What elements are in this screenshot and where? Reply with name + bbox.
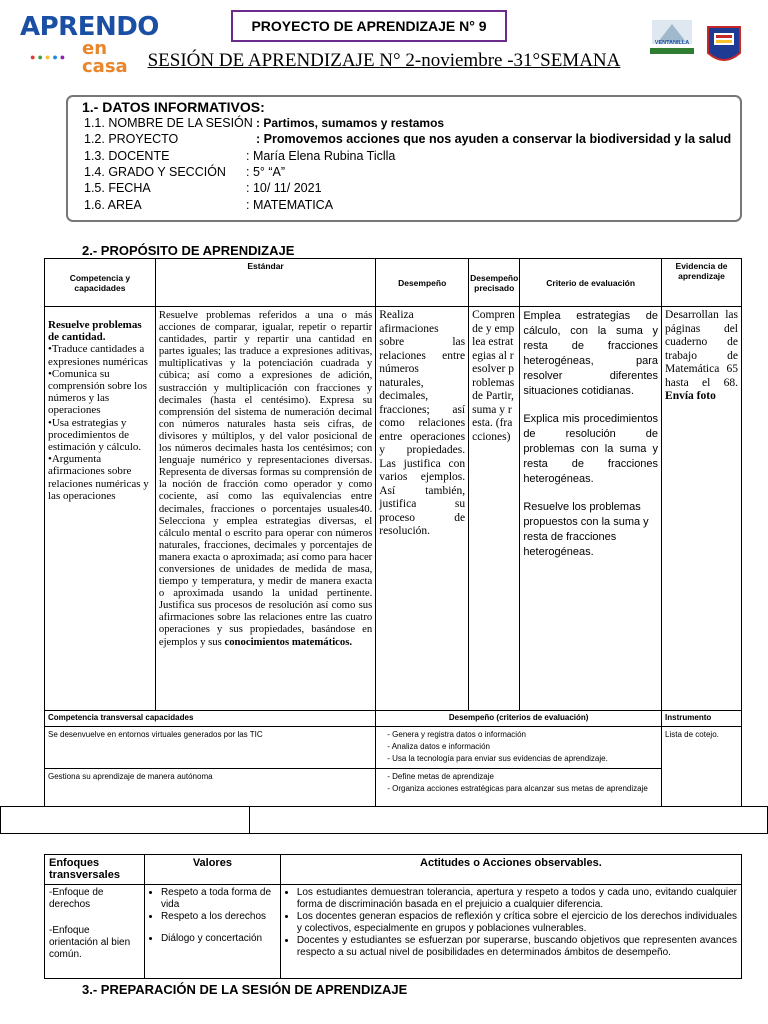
transversal-item: - Analiza datos e información — [387, 741, 658, 753]
enfoque-item: -Enfoque de derechos — [49, 887, 104, 910]
valor-item: • Respeto a los derechos — [161, 911, 276, 923]
datos-heading: 1.- DATOS INFORMATIVOS: — [82, 99, 265, 115]
criterio-item: Explica mis procedimientos de resolución de problemas con la suma y resta de fracciones heterogéneas. — [523, 413, 659, 485]
estandar-text-bold: conocimientos matemáticos. — [224, 635, 353, 648]
header-desempeno: Desempeño — [376, 259, 469, 307]
evidencia-text: Desarrollan las páginas del cuaderno de trabajo de Matemática 65 hasta el 68. — [665, 309, 738, 389]
transversal-instrumento: Lista de cotejo. — [662, 727, 742, 807]
criterio-item: Emplea estrategias de cálculo, con la suma y resta de fracciones heterogéneas, para resolver diferentes situaciones cotidianas. — [523, 310, 659, 397]
header-desempeno-precisado: Desempeño precisado — [469, 259, 520, 307]
session-title: SESIÓN DE APRENDIZAJE N° 2-noviembre -31°SEMANA — [147, 50, 621, 71]
datos-value: : 5° “A” — [246, 165, 286, 179]
datos-label: 1.5. FECHA — [84, 181, 151, 195]
datos-label: 1.3. DOCENTE — [84, 149, 170, 163]
transversal-header-competencia: Competencia transversal capacidades — [45, 711, 376, 727]
empty-table-row — [0, 806, 768, 834]
criterio-cell — [520, 307, 662, 711]
transversal-item: - Define metas de aprendizaje — [387, 771, 658, 783]
desempeno-precisado-cell: Comprende y emplea estrategias al resolver problemas de Partir, suma y resta. (fracciones) — [469, 307, 520, 711]
desempeno-cell: Realiza afirmaciones sobre las relaciones entre números naturales, decimales, fracciones; así como relaciones entre operaciones y propiedades. Las justifica con varios ejemplos. Así también, justifica su proceso de resolución. — [376, 307, 469, 711]
capacidad-item: •Argumenta afirmaciones sobre relaciones numéricas y las operaciones — [48, 453, 149, 502]
datos-label: 1.6. AREA — [84, 198, 142, 212]
enfoque-item: -Enfoque orientación al bien común. — [49, 925, 131, 960]
capacidad-item: •Traduce cantidades a expresiones numéricas — [48, 343, 148, 368]
header-competencia: Competencia y capacidades — [45, 259, 156, 307]
datos-value: : María Elena Rubina Ticlla — [246, 149, 396, 163]
criterio-item: Resuelve los problemas propuestos con la suma y resta de fracciones heterogéneas. — [523, 501, 649, 558]
transversal-competencia-1: Se desenvuelve en entornos virtuales generados por las TIC — [45, 727, 376, 769]
valores-cell — [144, 885, 280, 979]
evidencia-cell — [662, 307, 742, 711]
proposito-heading: 2.- PROPÓSITO DE APRENDIZAJE — [82, 243, 295, 258]
header-criterio: Criterio de evaluación — [520, 259, 662, 307]
transversal-item: - Organiza acciones estratégicas para alcanzar sus metas de aprendizaje — [387, 783, 658, 795]
transversal-item: - Usa la tecnología para enviar sus evidencias de aprendizaje. — [387, 753, 658, 765]
actitud-item: • Los estudiantes demuestran tolerancia, apertura y respeto a todos y cada uno, evitando cualquier forma de discriminación basada en el prejuicio a cualquier diferencia. — [297, 887, 737, 911]
enfoques-table — [44, 854, 742, 979]
enfoques-cell — [45, 885, 145, 979]
logo-dots-decoration: ●●●●● — [30, 52, 68, 62]
datos-value: : Promovemos acciones que nos ayuden a conservar la biodiversidad y la salud — [256, 132, 732, 146]
actitudes-header: Actitudes o Acciones observables. — [280, 855, 741, 885]
capacidad-item: •Usa estrategias y procedimientos de estimación y cálculo. — [48, 416, 142, 454]
estandar-cell — [155, 307, 375, 711]
estandar-text: Resuelve problemas referidos a una o más acciones de comparar, igualar, repetir o repartir cantidades, partir y repartir una cantidad en partes iguales; las traduce a expresiones aditivas, multiplicativas y la potenciación cuadrada y cúbica; así como a expresiones de adición, sustracción y multiplicación con fracciones y decimales (hasta el centésimo). Expresa su comprensión del sistema de numeración decimal con números naturales hasta seis cifras, de divisores y múltiplos, y del valor posicional de los números decimales hasta los centésimos; con lenguaje numérico y representaciones diversas. Representa de diversas formas su comprensión de la noción de fracción como operador y como cociente, así como las equivalencias entre decimales, fracciones o porcentajes usuales40. Selecciona y emplea estrategias diversas, el cálculo mental o escrito para operar con números naturales, fracciones, decimales y porcentajes de manera exacta o aproximada; así como para hacer conversiones de unidades de medida de masa, tiempo y temperatura, y medir de manera exacta o aproximada usando la unidad pertinente. Justifica sus procesos de resolución así como sus afirmaciones sobre las relaciones entre las cuatro operaciones y sus propiedades, basándose en ejemplos y sus — [158, 309, 373, 648]
datos-value: : Partimos, sumamos y restamos — [256, 116, 445, 130]
logo-text-aprendo: APRENDO — [20, 12, 159, 42]
capacidad-item: •Comunica su comprensión sobre los números y las operaciones — [48, 367, 147, 417]
evidencia-bold: Envía foto — [665, 390, 716, 402]
datos-label: 1.1. NOMBRE DE LA SESIÓN — [84, 116, 253, 130]
datos-label: 1.2. PROYECTO — [84, 132, 179, 146]
actitud-item: • Docentes y estudiantes se esfuerzan por superarse, buscando objetivos que representen avances respecto a su actual nivel de posibilidades en determinados ámbitos de desempeño. — [297, 935, 737, 959]
actitudes-cell — [280, 885, 741, 979]
datos-value: : 10/ 11/ 2021 — [246, 181, 322, 195]
logo-text-en-casa: en casa — [82, 38, 128, 77]
transversal-header-instrumento: Instrumento — [662, 711, 742, 727]
competencia-title: Resuelve problemas de cantidad. — [48, 319, 142, 344]
transversal-competencia-2: Gestiona su aprendizaje de manera autónoma — [45, 769, 376, 807]
valor-item: • Diálogo y concertación — [161, 933, 276, 945]
actitud-item: • Los docentes generan espacios de reflexión y crítica sobre el ejercicio de los derechos individuales y colectivos, especialmente en grupos y poblaciones vulnerables. — [297, 911, 737, 935]
transversal-item: - Genera y registra datos o información — [387, 729, 658, 741]
transversal-header-desempeno: Desempeño (criterios de evaluación) — [376, 711, 662, 727]
header-evidencia: Evidencia de aprendizaje — [662, 259, 742, 307]
proposito-table — [44, 258, 742, 807]
valores-header: Valores — [144, 855, 280, 885]
project-title-box: PROYECTO DE APRENDIZAJE N° 9 — [231, 10, 507, 42]
competencia-cell — [45, 307, 156, 711]
datos-label: 1.4. GRADO Y SECCIÓN — [84, 165, 226, 179]
valor-item: • Respeto a toda forma de vida — [161, 887, 276, 911]
transversal-desempeno-1 — [376, 727, 662, 769]
transversal-desempeno-2 — [376, 769, 662, 807]
enfoques-header: Enfoques transversales — [45, 855, 145, 885]
ventanilla-text: VENTANILLA — [654, 40, 690, 46]
preparacion-heading: 3.- PREPARACIÓN DE LA SESIÓN DE APRENDIZAJE — [82, 982, 408, 997]
header-estandar: Estándar — [155, 259, 375, 307]
datos-value: : MATEMATICA — [246, 198, 334, 212]
